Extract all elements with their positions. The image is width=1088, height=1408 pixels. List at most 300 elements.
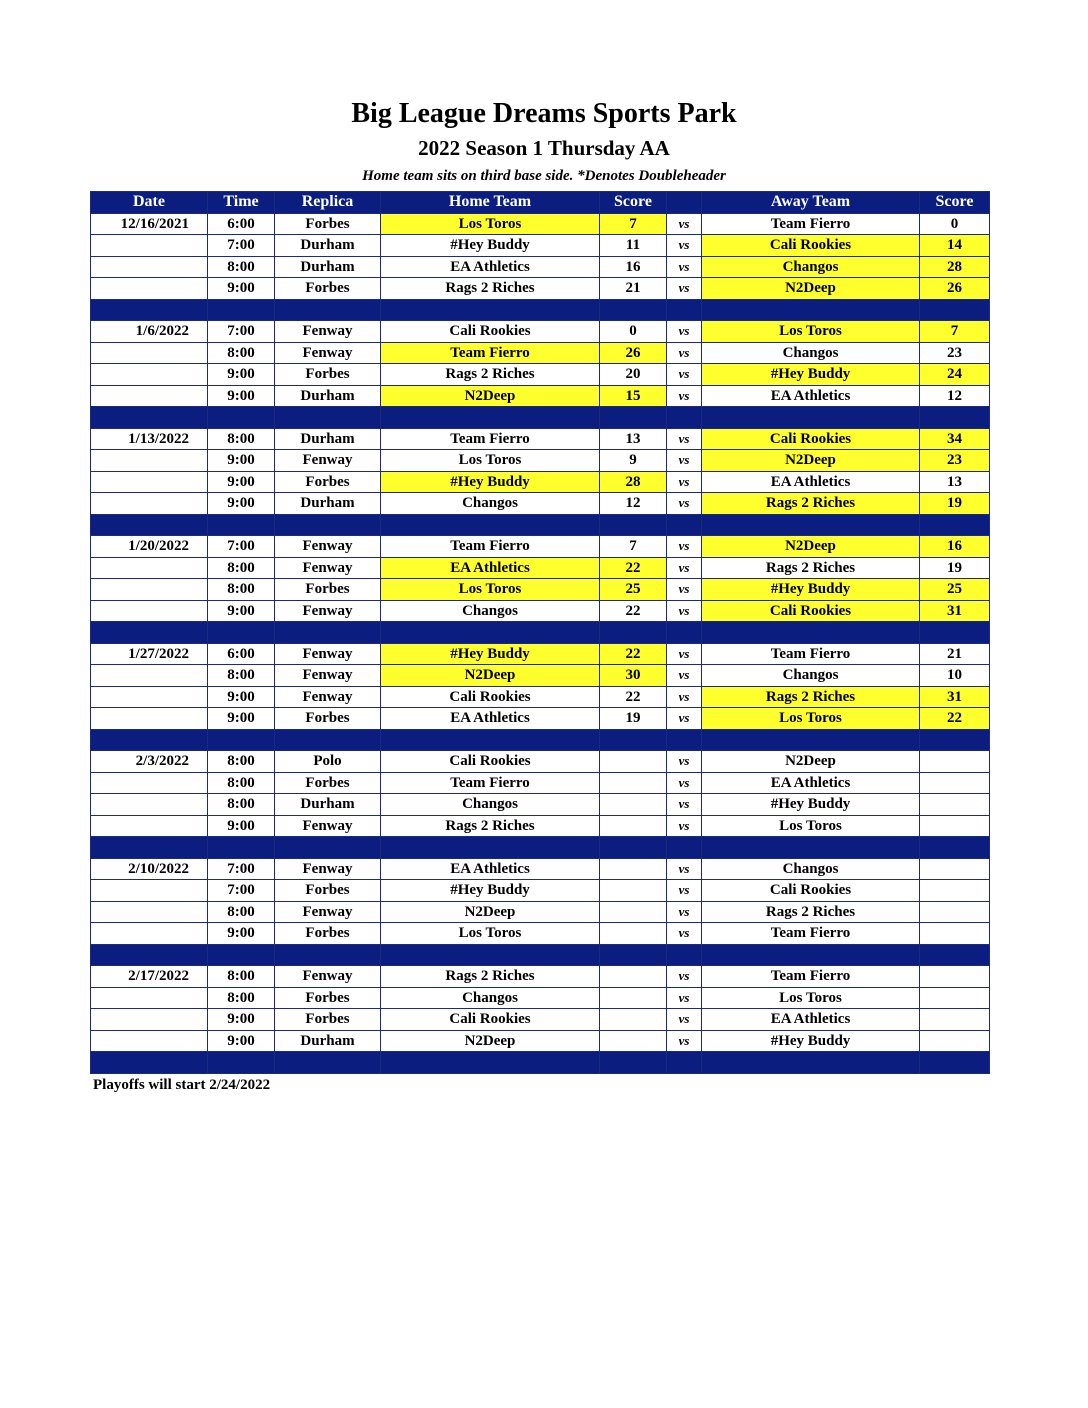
away-score [920,1030,990,1052]
col-header-home-score: Score [600,192,667,214]
game-field: Forbes [275,708,381,730]
vs-label: vs [667,536,702,558]
separator-cell [702,1052,920,1074]
home-team: Changos [381,987,600,1009]
separator-cell [667,837,702,859]
game-time: 8:00 [208,256,275,278]
game-field: Fenway [275,536,381,558]
home-team: N2Deep [381,665,600,687]
away-team: Rags 2 Riches [702,686,920,708]
game-time: 9:00 [208,385,275,407]
separator-cell [920,514,990,536]
away-score [920,966,990,988]
game-field: Fenway [275,686,381,708]
away-score: 16 [920,536,990,558]
game-date: 2/17/2022 [91,966,208,988]
away-score: 31 [920,686,990,708]
home-score [600,1030,667,1052]
game-date [91,579,208,601]
home-score: 25 [600,579,667,601]
game-row [91,1009,990,1031]
home-score [600,966,667,988]
game-time: 9:00 [208,450,275,472]
home-team: Cali Rookies [381,686,600,708]
game-field: Forbes [275,278,381,300]
away-team: Los Toros [702,815,920,837]
game-time: 7:00 [208,321,275,343]
home-score [600,987,667,1009]
game-row [91,557,990,579]
home-score: 20 [600,364,667,386]
game-time: 6:00 [208,213,275,235]
away-score: 10 [920,665,990,687]
home-team: Changos [381,493,600,515]
home-score: 21 [600,278,667,300]
home-team: #Hey Buddy [381,235,600,257]
vs-label: vs [667,256,702,278]
game-field: Forbes [275,1009,381,1031]
home-team: N2Deep [381,1030,600,1052]
game-field: Forbes [275,579,381,601]
home-score [600,794,667,816]
separator-cell [275,729,381,751]
game-time: 8:00 [208,751,275,773]
vs-label: vs [667,278,702,300]
home-score: 28 [600,471,667,493]
home-score: 0 [600,321,667,343]
away-score: 28 [920,256,990,278]
away-team: Cali Rookies [702,600,920,622]
game-row [91,901,990,923]
vs-label: vs [667,385,702,407]
home-team: Team Fierro [381,428,600,450]
game-row [91,665,990,687]
away-score: 19 [920,493,990,515]
game-time: 7:00 [208,880,275,902]
game-date [91,987,208,1009]
home-team: #Hey Buddy [381,643,600,665]
game-time: 9:00 [208,364,275,386]
home-score: 13 [600,428,667,450]
separator-cell [275,837,381,859]
away-score: 26 [920,278,990,300]
home-team: EA Athletics [381,557,600,579]
away-score: 23 [920,342,990,364]
separator-cell [702,299,920,321]
col-header-replica: Replica [275,192,381,214]
away-team: #Hey Buddy [702,579,920,601]
game-date [91,600,208,622]
separator-cell [667,407,702,429]
game-field: Durham [275,235,381,257]
game-time: 9:00 [208,1030,275,1052]
away-team: Team Fierro [702,643,920,665]
game-field: Forbes [275,772,381,794]
game-date [91,235,208,257]
home-team: Los Toros [381,213,600,235]
separator-cell [702,729,920,751]
game-row [91,536,990,558]
away-score: 0 [920,213,990,235]
separator-cell [275,299,381,321]
vs-label: vs [667,321,702,343]
home-score: 22 [600,600,667,622]
home-score [600,901,667,923]
away-score [920,858,990,880]
away-score: 23 [920,450,990,472]
game-time: 8:00 [208,987,275,1009]
home-score: 22 [600,686,667,708]
home-score [600,815,667,837]
home-team: Cali Rookies [381,1009,600,1031]
game-row [91,471,990,493]
vs-label: vs [667,557,702,579]
game-time: 9:00 [208,1009,275,1031]
vs-label: vs [667,471,702,493]
separator-cell [600,729,667,751]
game-date [91,557,208,579]
game-row [91,235,990,257]
game-field: Fenway [275,342,381,364]
separator-cell [275,944,381,966]
game-row [91,385,990,407]
schedule-table [90,191,990,1074]
separator-cell [920,944,990,966]
game-row [91,966,990,988]
separator-cell [600,837,667,859]
vs-label: vs [667,579,702,601]
game-row [91,751,990,773]
game-field: Fenway [275,557,381,579]
vs-label: vs [667,772,702,794]
separator-cell [667,514,702,536]
game-row [91,708,990,730]
separator-cell [600,514,667,536]
game-time: 8:00 [208,579,275,601]
separator-cell [208,837,275,859]
game-date [91,450,208,472]
game-time: 9:00 [208,493,275,515]
away-team: #Hey Buddy [702,794,920,816]
game-date [91,385,208,407]
home-score [600,772,667,794]
away-team: Los Toros [702,321,920,343]
game-date [91,493,208,515]
separator-cell [208,1052,275,1074]
week-separator [91,837,990,859]
separator-cell [381,514,600,536]
home-score: 26 [600,342,667,364]
home-team: Los Toros [381,923,600,945]
away-score [920,901,990,923]
game-date: 1/6/2022 [91,321,208,343]
separator-cell [920,622,990,644]
separator-cell [381,837,600,859]
game-row [91,772,990,794]
away-team: Team Fierro [702,966,920,988]
game-date: 1/13/2022 [91,428,208,450]
away-team: Los Toros [702,708,920,730]
separator-cell [208,944,275,966]
game-row [91,987,990,1009]
away-score [920,880,990,902]
away-team: Rags 2 Riches [702,557,920,579]
home-team: #Hey Buddy [381,880,600,902]
separator-cell [381,299,600,321]
week-separator [91,622,990,644]
game-row [91,923,990,945]
home-team: N2Deep [381,901,600,923]
game-field: Forbes [275,923,381,945]
separator-cell [920,729,990,751]
separator-cell [91,514,208,536]
home-score [600,858,667,880]
game-field: Durham [275,493,381,515]
away-team: N2Deep [702,450,920,472]
separator-cell [208,514,275,536]
game-date [91,772,208,794]
week-separator [91,299,990,321]
game-time: 7:00 [208,536,275,558]
separator-cell [920,837,990,859]
home-team: EA Athletics [381,708,600,730]
vs-label: vs [667,686,702,708]
separator-cell [381,622,600,644]
vs-label: vs [667,643,702,665]
game-date [91,1009,208,1031]
away-score: 21 [920,643,990,665]
home-team: Changos [381,600,600,622]
separator-cell [702,407,920,429]
separator-cell [91,622,208,644]
away-team: Los Toros [702,987,920,1009]
game-row [91,858,990,880]
away-team: EA Athletics [702,385,920,407]
col-header-away-team: Away Team [702,192,920,214]
game-field: Forbes [275,987,381,1009]
game-field: Fenway [275,665,381,687]
week-separator [91,514,990,536]
away-score: 19 [920,557,990,579]
home-score: 22 [600,643,667,665]
header-row [91,192,990,214]
away-score: 25 [920,579,990,601]
game-row [91,342,990,364]
away-score: 12 [920,385,990,407]
away-team: EA Athletics [702,471,920,493]
home-team: #Hey Buddy [381,471,600,493]
separator-cell [91,837,208,859]
separator-cell [208,622,275,644]
game-field: Forbes [275,213,381,235]
away-team: N2Deep [702,278,920,300]
vs-label: vs [667,966,702,988]
vs-label: vs [667,901,702,923]
separator-cell [381,1052,600,1074]
game-row [91,815,990,837]
vs-label: vs [667,923,702,945]
game-field: Fenway [275,643,381,665]
away-score [920,923,990,945]
game-time: 7:00 [208,858,275,880]
game-date: 2/3/2022 [91,751,208,773]
home-team: Rags 2 Riches [381,966,600,988]
separator-cell [600,622,667,644]
home-score: 16 [600,256,667,278]
home-team: Changos [381,794,600,816]
col-header-date: Date [91,192,208,214]
separator-cell [667,299,702,321]
vs-label: vs [667,751,702,773]
game-field: Fenway [275,815,381,837]
game-field: Fenway [275,966,381,988]
home-score: 12 [600,493,667,515]
game-date [91,686,208,708]
separator-cell [208,299,275,321]
schedule-body [91,213,990,1073]
game-field: Durham [275,794,381,816]
game-field: Forbes [275,880,381,902]
game-row [91,643,990,665]
game-field: Fenway [275,321,381,343]
separator-cell [381,407,600,429]
game-date [91,471,208,493]
separator-cell [208,729,275,751]
col-header-away-score: Score [920,192,990,214]
game-date [91,342,208,364]
separator-cell [702,837,920,859]
game-time: 9:00 [208,686,275,708]
home-team: Rags 2 Riches [381,364,600,386]
home-score: 15 [600,385,667,407]
home-score: 22 [600,557,667,579]
home-score: 7 [600,213,667,235]
away-team: Cali Rookies [702,880,920,902]
away-team: Changos [702,665,920,687]
game-field: Fenway [275,600,381,622]
separator-cell [275,514,381,536]
separator-cell [667,622,702,644]
game-time: 8:00 [208,557,275,579]
separator-cell [275,622,381,644]
page-title: Big League Dreams Sports Park [351,98,737,129]
separator-cell [667,729,702,751]
away-team: Cali Rookies [702,428,920,450]
game-field: Fenway [275,858,381,880]
away-score: 24 [920,364,990,386]
game-date [91,880,208,902]
away-team: #Hey Buddy [702,364,920,386]
vs-label: vs [667,600,702,622]
separator-cell [667,944,702,966]
game-date [91,278,208,300]
separator-cell [91,729,208,751]
away-team: Team Fierro [702,923,920,945]
home-team: Los Toros [381,579,600,601]
home-team: Team Fierro [381,536,600,558]
game-time: 8:00 [208,772,275,794]
away-team: Team Fierro [702,213,920,235]
separator-cell [275,407,381,429]
game-time: 9:00 [208,471,275,493]
vs-label: vs [667,213,702,235]
separator-cell [702,514,920,536]
away-team: N2Deep [702,751,920,773]
home-score: 19 [600,708,667,730]
game-row [91,493,990,515]
away-team: Rags 2 Riches [702,493,920,515]
separator-cell [208,407,275,429]
col-header-home-team: Home Team [381,192,600,214]
vs-label: vs [667,493,702,515]
game-time: 8:00 [208,342,275,364]
game-time: 8:00 [208,428,275,450]
separator-cell [275,1052,381,1074]
separator-cell [91,299,208,321]
home-score [600,880,667,902]
game-field: Durham [275,256,381,278]
separator-cell [600,299,667,321]
away-score [920,815,990,837]
col-header-vs [667,192,702,214]
game-row [91,579,990,601]
away-score [920,987,990,1009]
game-time: 7:00 [208,235,275,257]
game-time: 8:00 [208,901,275,923]
game-date: 2/10/2022 [91,858,208,880]
separator-cell [702,622,920,644]
game-field: Fenway [275,450,381,472]
away-score: 7 [920,321,990,343]
separator-cell [91,944,208,966]
away-team: EA Athletics [702,772,920,794]
separator-cell [91,407,208,429]
vs-label: vs [667,1030,702,1052]
game-row [91,450,990,472]
separator-cell [600,407,667,429]
playoffs-note: Playoffs will start 2/24/2022 [93,1077,271,1093]
vs-label: vs [667,450,702,472]
separator-cell [91,1052,208,1074]
game-row [91,321,990,343]
game-time: 9:00 [208,923,275,945]
separator-cell [600,1052,667,1074]
game-date [91,665,208,687]
game-field: Durham [275,385,381,407]
separator-cell [702,944,920,966]
schedule-note: Home team sits on third base side. *Denotes Doubleheader [362,168,726,184]
game-date [91,1030,208,1052]
vs-label: vs [667,364,702,386]
away-team: #Hey Buddy [702,1030,920,1052]
vs-label: vs [667,708,702,730]
home-team: Team Fierro [381,772,600,794]
week-separator [91,1052,990,1074]
home-team: EA Athletics [381,256,600,278]
vs-label: vs [667,858,702,880]
away-score [920,751,990,773]
game-row [91,600,990,622]
separator-cell [381,729,600,751]
away-score: 31 [920,600,990,622]
game-row [91,428,990,450]
home-team: EA Athletics [381,858,600,880]
game-date: 12/16/2021 [91,213,208,235]
game-time: 9:00 [208,600,275,622]
away-team: EA Athletics [702,1009,920,1031]
page-subtitle: 2022 Season 1 Thursday AA [418,136,670,160]
game-field: Durham [275,428,381,450]
